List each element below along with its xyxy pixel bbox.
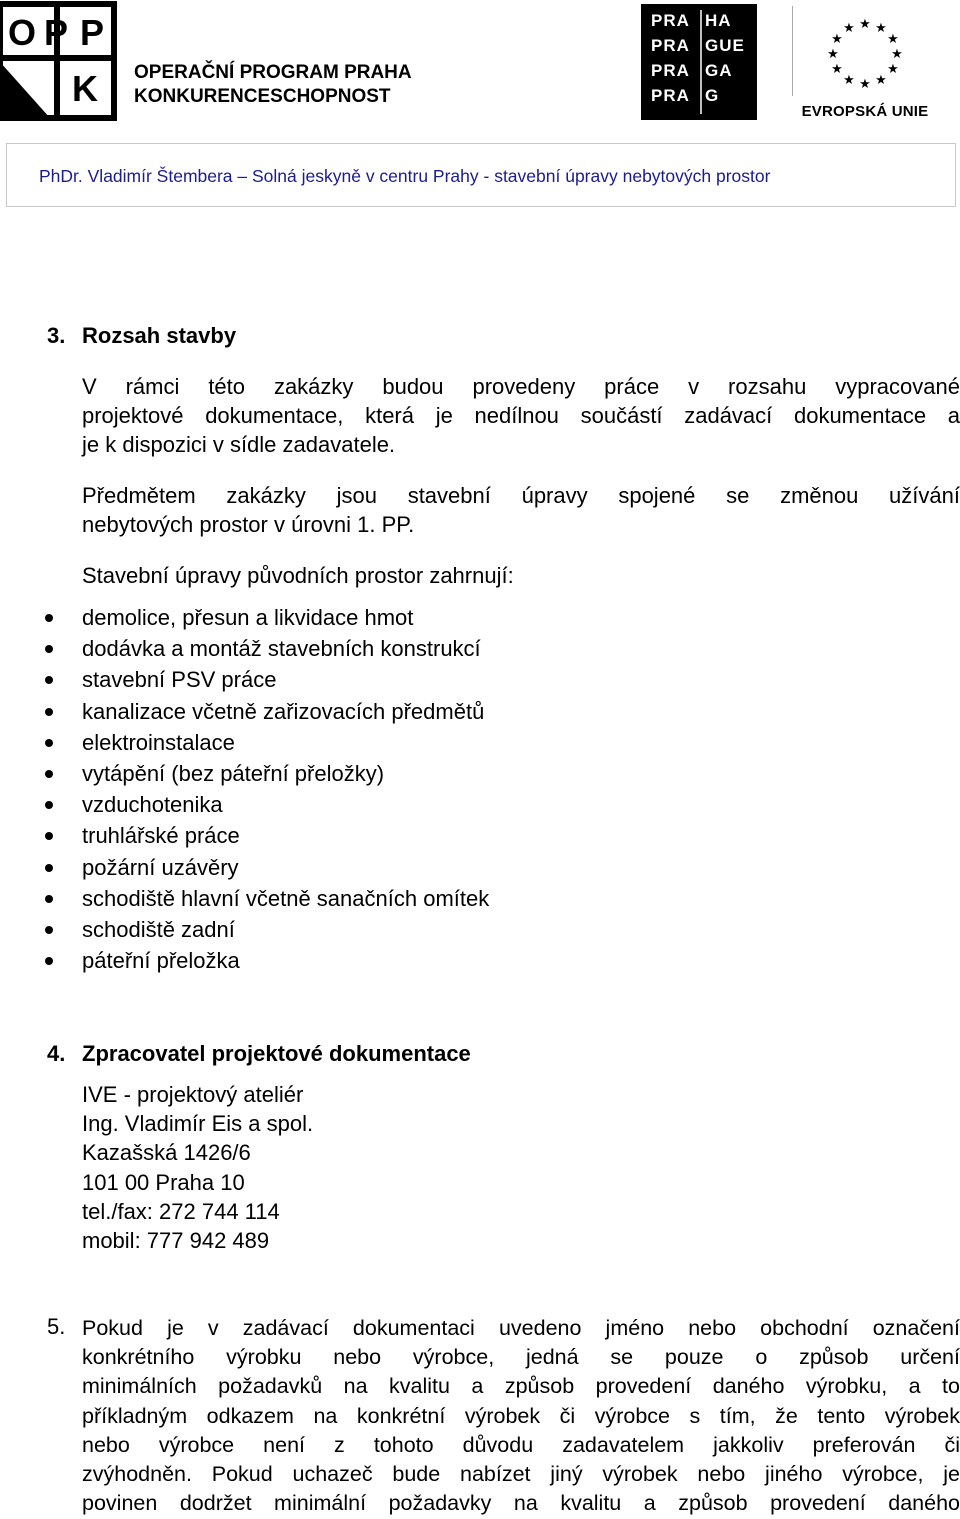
opp-logo-line2: KONKURENCESCHOPNOST xyxy=(134,86,391,107)
opp-logo-letter-p1: P xyxy=(44,12,69,53)
bullet-icon xyxy=(45,864,53,872)
bullet-icon xyxy=(45,926,53,934)
svg-text:★: ★ xyxy=(887,32,899,47)
section-5-paragraph xyxy=(82,1314,960,1518)
eu-label: EVROPSKÁ UNIE xyxy=(801,103,929,120)
list-item xyxy=(40,602,740,633)
paragraph-line: minimálních požadavků na kvalitu a způsob provedení daného výrobku, a to xyxy=(82,1374,960,1399)
praha-logo-row: PRA G xyxy=(651,86,720,105)
eu-stars-icon xyxy=(792,6,938,96)
paragraph-line: je k dispozici v sídle zadavatele. xyxy=(82,432,396,457)
svg-text:★: ★ xyxy=(891,47,903,62)
list-item-text: požární uzávěry xyxy=(82,854,239,880)
praha-logo xyxy=(641,4,757,120)
paragraph-line: nebo výrobce není z tohoto důvodu zadavatelem jakkoliv preferován či xyxy=(82,1432,960,1457)
list-item-text: vytápění (bez páteřní přeložky) xyxy=(82,760,385,786)
bullet-icon xyxy=(45,614,53,622)
opp-logo-letter-o: O xyxy=(8,12,37,53)
list-item xyxy=(40,789,740,820)
contact-line: tel./fax: 272 744 114 xyxy=(82,1198,280,1224)
svg-text:★: ★ xyxy=(827,47,839,62)
section-3-list-intro xyxy=(82,561,960,590)
opp-logo-letter-p2: P xyxy=(80,12,105,53)
list-item xyxy=(40,945,740,976)
paragraph-line: projektové dokumentace, která je nedílnou součástí zadávací dokumentace a xyxy=(82,403,960,428)
section-3-paragraph-1 xyxy=(82,372,960,459)
scope-list xyxy=(40,602,740,976)
section-4-number: 4. xyxy=(47,1041,66,1066)
paragraph-line: zvýhodněn. Pokud uchazeč bude nabízet jiný výrobek nebo jiného výrobce, je xyxy=(82,1462,960,1487)
paragraph-line: Pokud je v zadávací dokumentaci uvedeno jméno nebo obchodní označení xyxy=(82,1316,960,1340)
svg-text:★: ★ xyxy=(859,77,871,92)
list-item xyxy=(40,914,740,945)
bullet-icon xyxy=(45,895,53,903)
paragraph-line: konkrétního výrobku nebo výrobce, jedná se pouze o způsob určení xyxy=(82,1345,960,1370)
contact-line: mobil: 777 942 489 xyxy=(82,1228,270,1254)
list-item-text: vzduchotenika xyxy=(82,792,223,818)
praha-logo-row: PRA GA xyxy=(651,61,733,80)
section-4-title: Zpracovatel projektové dokumentace xyxy=(82,1041,471,1066)
section-3-paragraph-2 xyxy=(82,481,960,539)
section-5-number: 5. xyxy=(47,1314,66,1339)
list-item xyxy=(40,820,740,851)
praha-logo-row: PRA GUE xyxy=(651,36,745,55)
list-item xyxy=(40,883,740,914)
svg-text:★: ★ xyxy=(843,73,855,88)
list-item xyxy=(40,758,740,789)
opp-logo xyxy=(0,0,420,122)
opp-logo-line1: OPERAČNÍ PROGRAM PRAHA xyxy=(134,62,412,83)
bullet-icon xyxy=(45,739,53,747)
svg-text:★: ★ xyxy=(831,32,843,47)
section-3-title: Rozsah stavby xyxy=(82,323,237,348)
list-item xyxy=(40,727,740,758)
list-item-text: demolice, přesun a likvidace hmot xyxy=(82,605,414,630)
running-header xyxy=(6,143,956,207)
paragraph-line: povinen dodržet minimální požadavky na kvalitu a způsob provedení daného xyxy=(82,1491,960,1516)
list-item-text: páteřní přeložka xyxy=(82,948,240,974)
list-item-text: schodiště zadní xyxy=(82,916,235,942)
svg-text:★: ★ xyxy=(875,73,887,88)
contact-line: Ing. Vladimír Eis a spol. xyxy=(82,1111,314,1137)
list-item xyxy=(40,633,740,664)
list-intro-text: Stavební úpravy původních prostor zahrnují: xyxy=(82,563,514,588)
eu-logo xyxy=(792,6,938,120)
list-item-text: schodiště hlavní včetně sanačních omítek xyxy=(82,885,490,911)
list-item xyxy=(40,852,740,883)
list-item-text: elektroinstalace xyxy=(82,729,235,755)
list-item xyxy=(40,696,740,727)
contact-line: IVE - projektový ateliér xyxy=(82,1082,304,1107)
bullet-icon xyxy=(45,770,53,778)
praha-logo-row: PRA HA xyxy=(651,11,732,30)
contact-line: 101 00 Praha 10 xyxy=(82,1169,245,1195)
svg-text:★: ★ xyxy=(859,17,871,32)
opp-logo-letter-k: K xyxy=(72,68,98,109)
paragraph-line: příkladným odkazem na konkrétní výrobek či výrobce s tím, že tento výrobek xyxy=(82,1403,960,1428)
svg-text:★: ★ xyxy=(843,21,855,36)
running-header-title: PhDr. Vladimír Štembera – Solná jeskyně v centru Prahy - stavební úpravy nebytových prostor xyxy=(39,166,771,186)
svg-text:★: ★ xyxy=(887,62,899,77)
bullet-icon xyxy=(45,957,53,965)
bullet-icon xyxy=(45,645,53,653)
list-item-text: dodávka a montáž stavebních konstrukcí xyxy=(82,636,481,662)
list-item-text: kanalizace včetně zařizovacích předmětů xyxy=(82,698,485,724)
list-item xyxy=(40,664,740,695)
list-item-text: truhlářské práce xyxy=(82,823,240,849)
svg-text:★: ★ xyxy=(875,21,887,36)
paragraph-line: nebytových prostor v úrovni 1. PP. xyxy=(82,512,415,537)
paragraph-line: V rámci této zakázky budou provedeny práce v rozsahu vypracované xyxy=(82,374,960,399)
list-item-text: stavební PSV práce xyxy=(82,667,277,693)
contact-block xyxy=(82,1080,313,1255)
section-3-number: 3. xyxy=(47,323,66,348)
bullet-icon xyxy=(45,708,53,716)
contact-line: Kazašská 1426/6 xyxy=(82,1140,251,1166)
bullet-icon xyxy=(45,801,53,809)
svg-text:★: ★ xyxy=(831,62,843,77)
bullet-icon xyxy=(45,832,53,840)
bullet-icon xyxy=(45,676,53,684)
paragraph-line: Předmětem zakázky jsou stavební úpravy spojené se změnou užívání xyxy=(82,483,960,508)
